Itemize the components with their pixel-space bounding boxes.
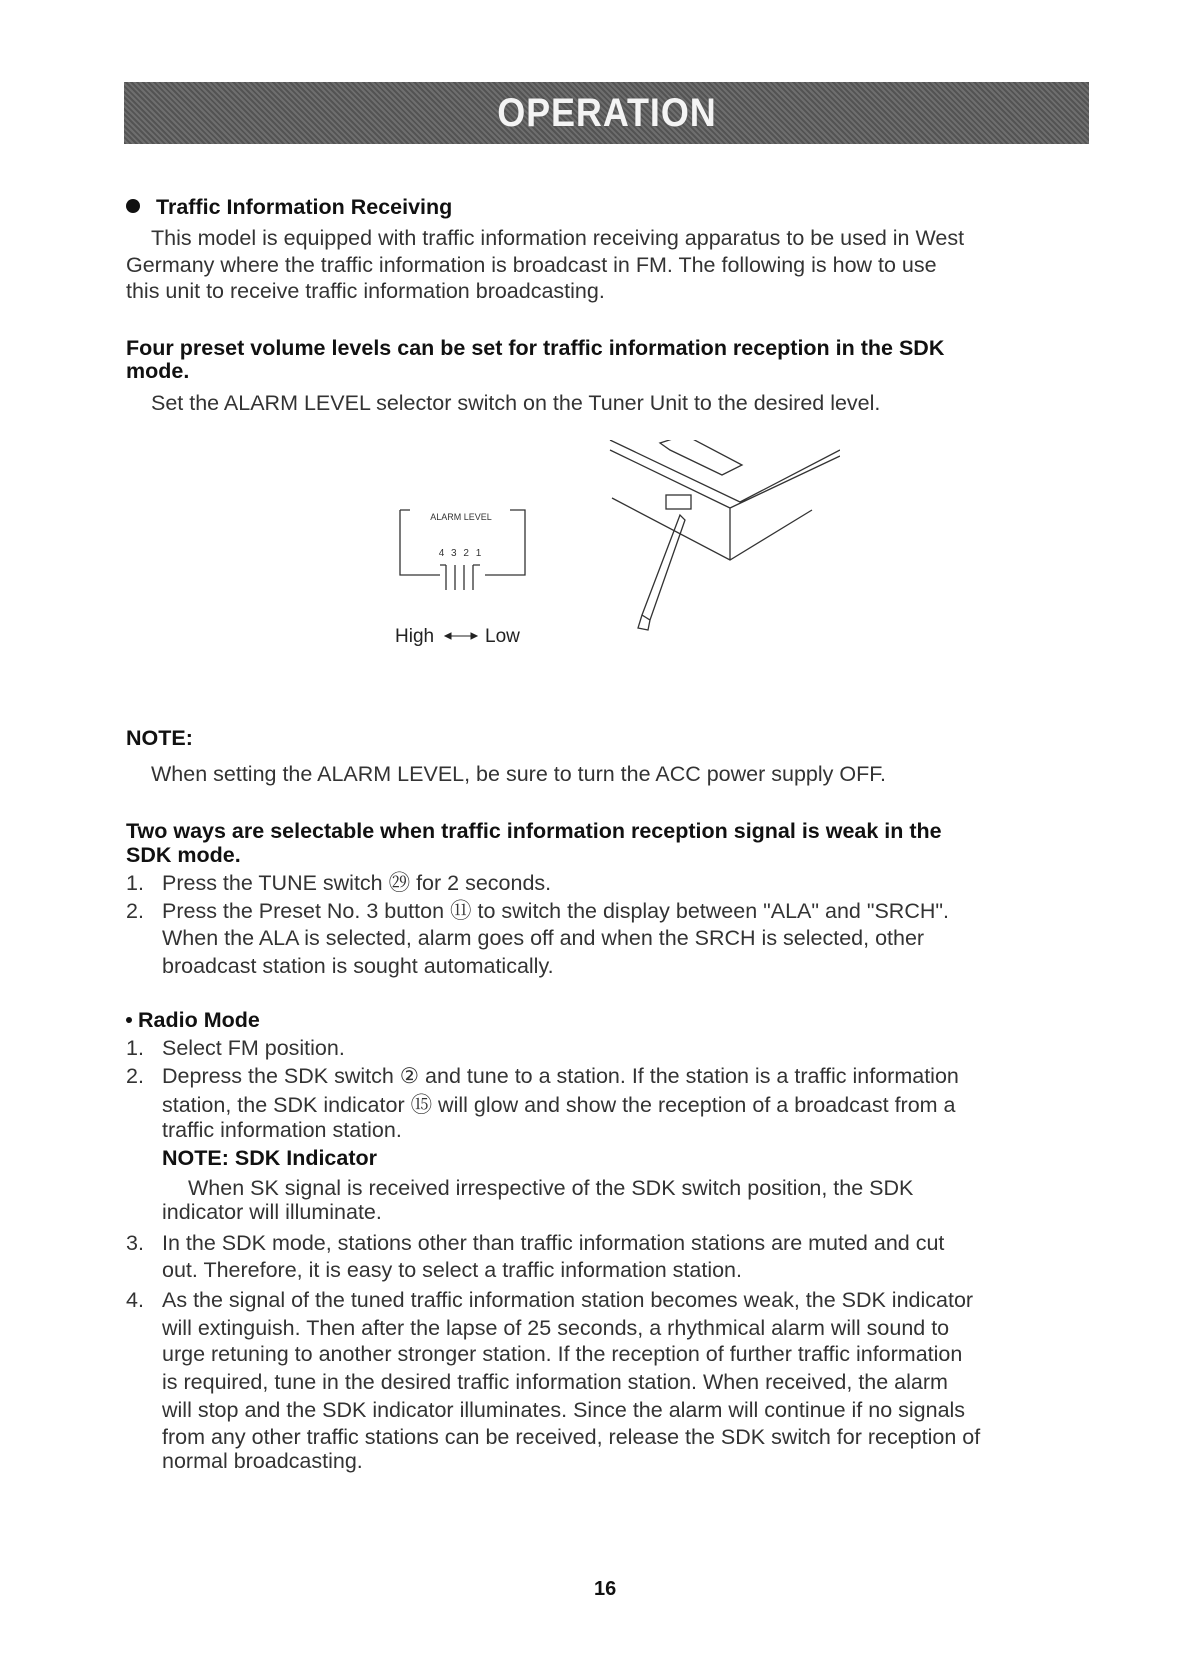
heading-text: Radio Mode [138,1008,260,1032]
bold-heading: mode. [126,359,190,383]
list-item: Select FM position. [162,1036,345,1060]
list-number: 2. [126,899,144,923]
para-line: This model is equipped with traffic information receiving apparatus to be used in West [151,226,965,250]
list-item: When the ALA is selected, alarm goes off and when the SRCH is selected, other [162,926,925,950]
section-banner [124,82,1089,144]
alarm-level-diagram [380,440,840,690]
list-item: station, the SDK indicator ⑮ will glow and show the reception of a broadcast from a [162,1093,956,1117]
alarm-level-label: ALARM LEVEL [430,512,492,522]
heading-text: Traffic Information Receiving [156,195,453,219]
bold-heading: SDK mode. [126,843,241,867]
list-item: In the SDK mode, stations other than traffic information stations are muted and cut [162,1231,945,1255]
list-number: 1. [126,871,144,895]
list-item: urge retuning to another stronger station. If the reception of further traffic information [162,1342,963,1366]
list-item: Depress the SDK switch ② and tune to a station. If the station is a traffic information [162,1064,959,1088]
sdk-note-text: When SK signal is received irrespective of the SDK switch position, the SDK [188,1176,914,1200]
list-number: 4. [126,1288,144,1312]
page-number: 16 [594,1578,617,1600]
para-line: Germany where the traffic information is broadcast in FM. The following is how to use [126,253,937,277]
low-label: Low [485,626,520,647]
bullet-icon [126,199,140,213]
list-item: As the signal of the tuned traffic information station becomes weak, the SDK indicator [162,1288,974,1312]
list-item: will extinguish. Then after the lapse of 25 seconds, a rhythmical alarm will sound to [162,1316,950,1340]
bold-heading: Four preset volume levels can be set for traffic information reception in the SDK [126,336,945,360]
bold-heading: Two ways are selectable when traffic information reception signal is weak in the [126,819,942,843]
list-item: will stop and the SDK indicator illuminates. Since the alarm will continue if no signals [162,1398,966,1422]
list-item: Press the Preset No. 3 button ⑪ to switch the display between "ALA" and "SRCH". [162,899,949,923]
sdk-note-label: NOTE: SDK Indicator [162,1146,378,1170]
list-number: 2. [126,1064,144,1088]
instruction-text: Set the ALARM LEVEL selector switch on the Tuner Unit to the desired level. [151,391,881,415]
note-text: When setting the ALARM LEVEL, be sure to turn the ACC power supply OFF. [151,762,886,786]
bullet-icon [126,1017,132,1023]
list-item: Press the TUNE switch ㉙ for 2 seconds. [162,871,552,895]
list-item: traffic information station. [162,1118,402,1142]
double-arrow-icon [445,633,477,639]
radio-heading [126,1006,260,1034]
sdk-note-text: indicator will illuminate. [162,1200,382,1224]
list-item: is required, tune in the desired traffic information station. When received, the alarm [162,1370,948,1394]
list-item: from any other traffic stations can be received, release the SDK switch for reception of [162,1425,981,1449]
list-item: broadcast station is sought automatically. [162,954,554,978]
level-numbers: 4 3 2 1 [438,548,484,559]
note-label: NOTE: [126,726,193,750]
para-line: this unit to receive traffic information broadcasting. [126,279,605,303]
section-heading [126,193,452,221]
high-label: High [395,626,435,647]
list-item: out. Therefore, it is easy to select a traffic information station. [162,1258,742,1282]
list-number: 3. [126,1231,144,1255]
list-number: 1. [126,1036,144,1060]
banner-title: OPERATION [496,90,717,135]
list-item: normal broadcasting. [162,1449,363,1473]
